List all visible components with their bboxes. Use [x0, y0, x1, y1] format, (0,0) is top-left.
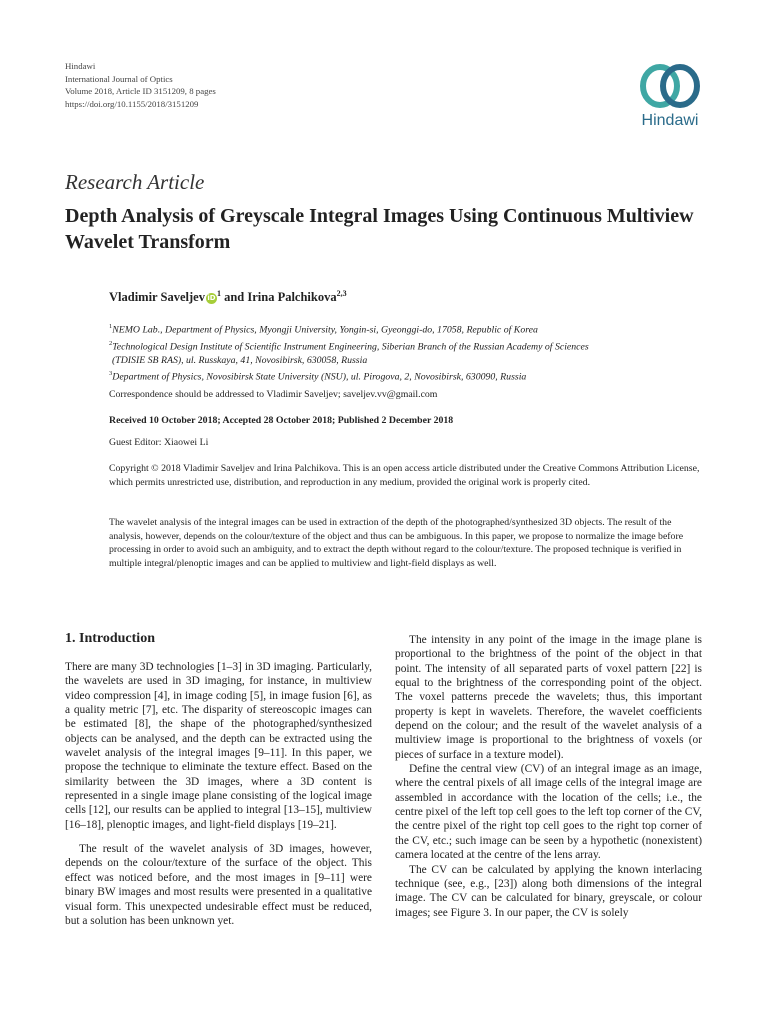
affiliation-number: 1	[109, 323, 113, 330]
article-title: Depth Analysis of Greyscale Integral Images Using Continuous Multiview Wavelet Transform	[65, 205, 694, 253]
copyright-notice: Copyright © 2018 Vladimir Saveljev and Irina Palchikova. This is an open access article distributed under the Creative Commons Attribution License, which permits unrestricted use, distribution, and reproduction in any medium, provided the original work is properly cited.	[109, 463, 700, 488]
left-column	[65, 630, 372, 928]
affiliation-number: 2	[109, 339, 113, 347]
affiliation-marker: 2,3	[336, 289, 347, 298]
author-name[interactable]: Vladimir Saveljev	[109, 290, 205, 305]
affiliation-number: 3	[109, 370, 113, 378]
journal-header	[65, 60, 216, 110]
right-column	[395, 633, 702, 920]
journal-name: International Journal of Optics	[65, 73, 173, 84]
paragraph: The result of the wavelet analysis of 3D images, however, depends on the colour/texture of the surface of the object. This effect was noticed before, and the most images in [9–11] were binary BW images and most results were presented in a qualitative visual form. This unexpected undesirable effect must be reduced, but a solution has been unknown yet.	[65, 843, 372, 927]
correspondence: Correspondence should be addressed to Vladimir Saveljev; saveljev.vv@gmail.com	[109, 389, 438, 400]
affiliation	[109, 367, 709, 384]
paragraph: Define the central view (CV) of an integral image as an image, where the central pixels of all image cells of the integral image are assembled in accordance with the location of the cells; i.e., the centre pixel of the left top cell goes to the left top corner of the CV, the centre pixel of the right top cell goes to the right top corner of the CV, etc.; such image can be seen by a hypothetic (nonexistent) camera located at the centre of the lens array.	[395, 763, 702, 862]
hindawi-wordmark: Hindawi	[641, 112, 699, 129]
affiliation-text: Department of Physics, Novosibirsk State University (NSU), ul. Pirogova, 2, Novosibirsk, 630090, Russia	[112, 371, 527, 383]
hindawi-logo[interactable]	[632, 62, 708, 132]
doi-link[interactable]: https://doi.org/10.1155/2018/3151209	[65, 98, 199, 109]
section-heading: 1. Introduction	[65, 631, 155, 646]
volume-info: Volume 2018, Article ID 3151209, 8 pages	[65, 86, 216, 96]
paragraph: There are many 3D technologies [1–3] in 3D imaging. Particularly, the wavelets are used in 3D imaging, for instance, in multiview video compression [4], in image coding [5], in image fusion [6], as a quality metric [7], etc. The disparity of stereoscopic images can be estimated [8], the shape of the photographed/synthesized objects can be analysed, and the depth can be extracted using the wavelet analysis of the integral images [9–11]. In this paper, we propose the technique to eliminate the texture effect. Based on the similarity between the 3D images, where a 3D content is represented in a single image plane consisting of the logical image cells [12], our results can be applied to integral [13–15], multiview [16–18], plenoptic images, and light-field displays [19–21].	[65, 661, 372, 831]
affiliations	[109, 320, 709, 384]
publication-dates: Received 10 October 2018; Accepted 28 October 2018; Published 2 December 2018	[109, 415, 454, 426]
author-list	[109, 289, 347, 305]
affiliation-text: NEMO Lab., Department of Physics, Myongji University, Yongin-si, Gyeonggi-do, 17058, Republic of Korea	[112, 324, 538, 336]
affiliation	[109, 337, 709, 354]
affiliation-marker: 1	[216, 289, 221, 298]
article-type: Research Article	[65, 170, 205, 194]
hindawi-rings-logo-icon	[638, 62, 702, 110]
author-name[interactable]: Irina Palchikova	[247, 290, 337, 305]
orcid-icon[interactable]: iD	[207, 294, 216, 303]
abstract: The wavelet analysis of the integral images can be used in extraction of the depth of the photographed/synthesized 3D objects. The result of the analysis, however, depends on the colour/texture of the object and thus can be ambiguous. In this paper, we propose to normalize the image before processing in order to avoid such an ambiguity, and to extract the depth without regard to the colour/texture. The proposed technique is verified in multiple integral/plenoptic images and can be applied to multiview and light-field displays as well.	[109, 517, 684, 569]
author-separator: and	[220, 290, 248, 305]
paragraph: The intensity in any point of the image in the image plane is proportional to the brightness of the point of the object in that point. The intensity of all separated parts of voxel pattern [22] is equal to the brightness of the corresponding point of the object. The voxel patterns precede the wavelets; thus, this important property is kept in wavelets. Therefore, the wavelet coefficients depend on the colour; and the result of the wavelet analysis of a multiview image is proportional to the brightness of voxels (or pieces of surface in a texture model).	[395, 634, 702, 761]
affiliation-text: Technological Design Institute of Scientific Instrument Engineering, Siberian Branch of the Russian Academy of Sciences	[112, 341, 589, 353]
affiliation	[109, 320, 709, 337]
publisher-name: Hindawi	[65, 61, 96, 71]
guest-editor: Guest Editor: Xiaowei Li	[109, 437, 209, 448]
affiliation-continuation: (TDISIE SB RAS), ul. Russkaya, 41, Novosibirsk, 630058, Russia	[112, 354, 368, 366]
paragraph: The CV can be calculated by applying the known interlacing technique (see, e.g., [23]) along both dimensions of the integral image. The CV can be calculated for binary, greyscale, or colour images; see Figure 3. In our paper, the CV is solely	[395, 863, 702, 919]
